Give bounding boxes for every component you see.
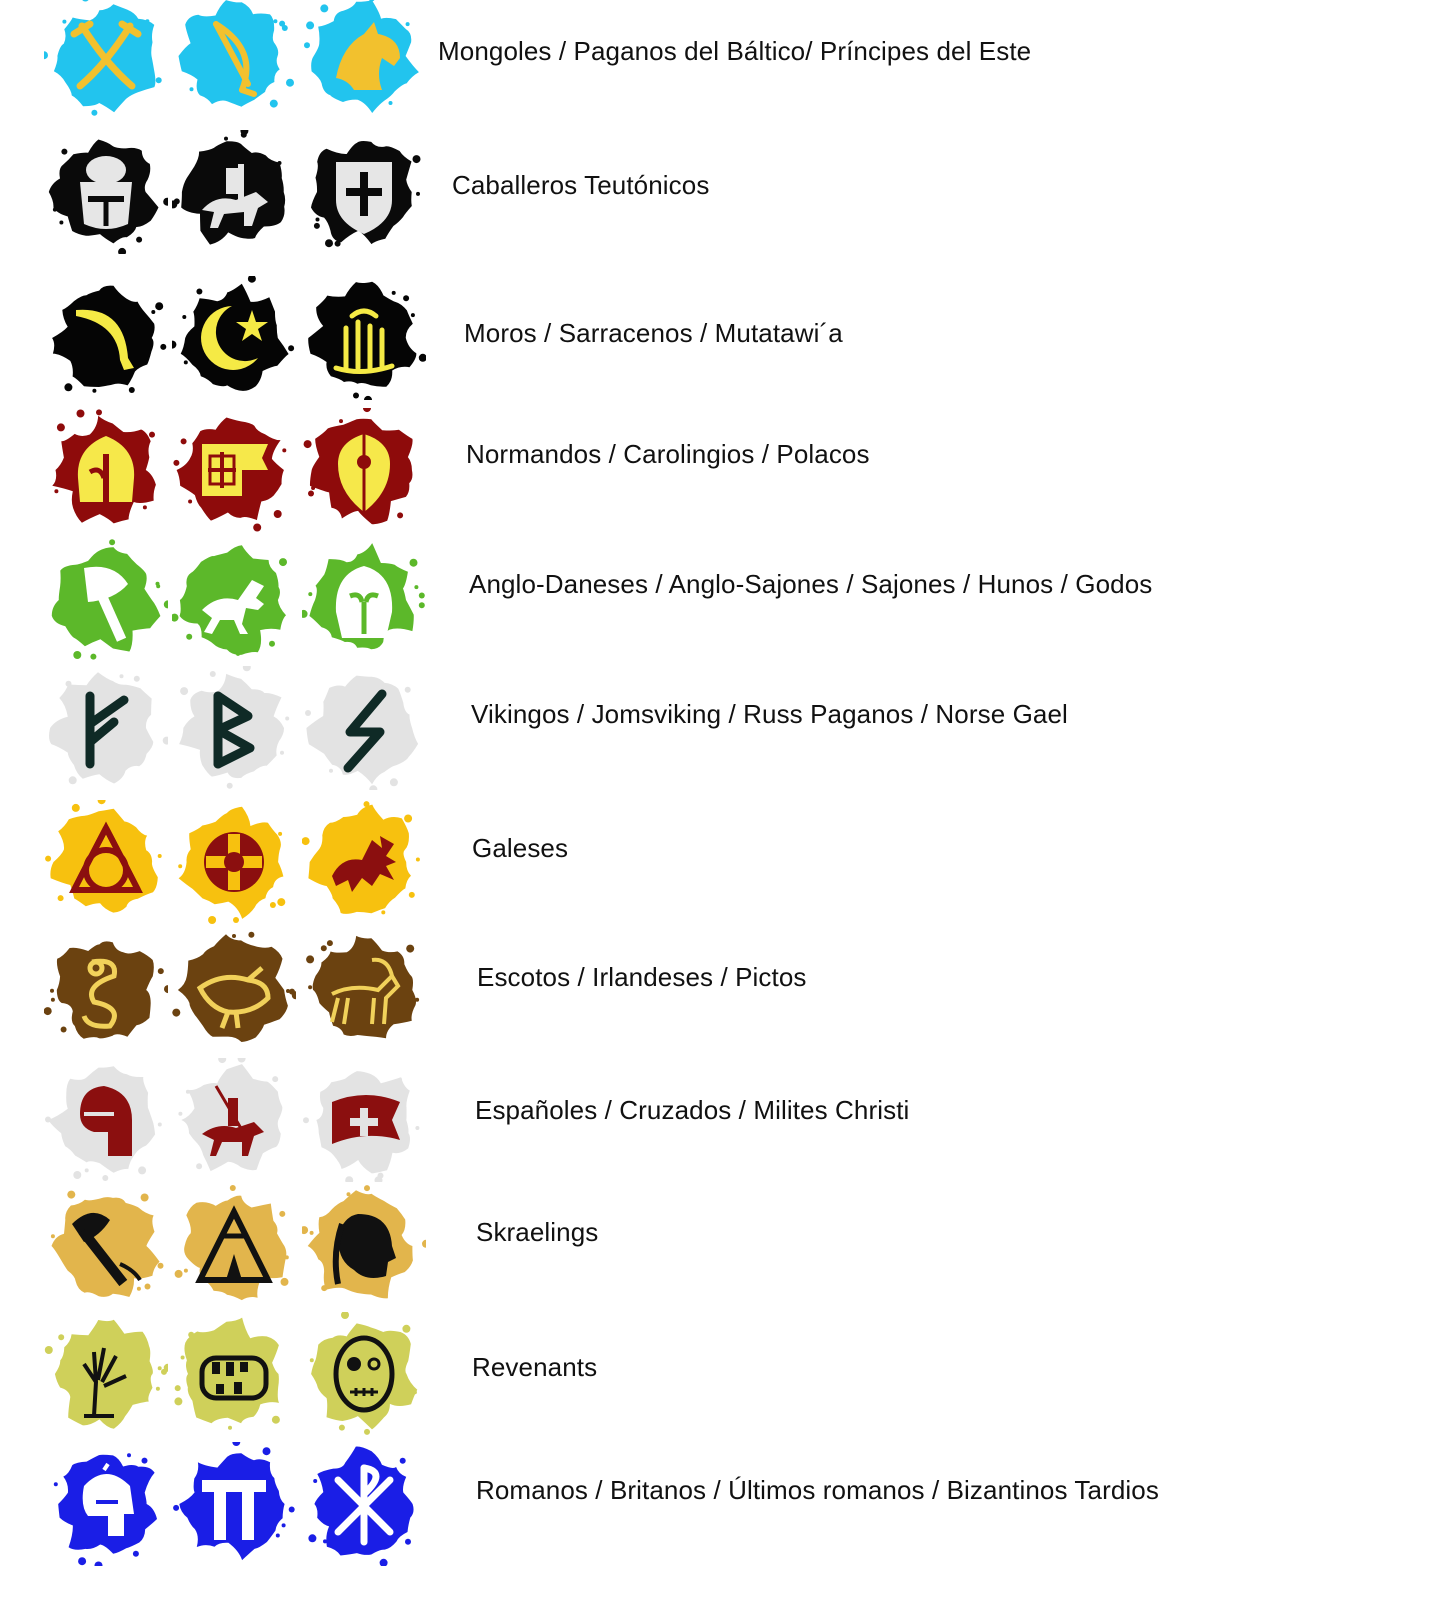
faction-label: Romanos / Britanos / Últimos romanos / Bizantinos Tardios xyxy=(476,1475,1159,1505)
teepee-icon xyxy=(172,1184,296,1308)
faction-label: Moros / Sarracenos / Mutatawi´a xyxy=(464,318,843,348)
serpent-icon xyxy=(44,928,168,1052)
faction-row xyxy=(0,0,1436,114)
chi-rho-icon xyxy=(302,1442,426,1566)
faction-row xyxy=(0,800,1436,920)
pi-symbol-icon xyxy=(172,1442,296,1566)
zombie-face-icon xyxy=(302,1312,426,1436)
faction-label: Skraelings xyxy=(476,1217,599,1247)
celtic-bird-icon xyxy=(172,928,296,1052)
faction-label: Caballeros Teutónicos xyxy=(452,170,710,200)
arabic-calligraphy-icon xyxy=(302,276,426,400)
faction-label: Normandos / Carolingios / Polacos xyxy=(466,439,870,469)
crescent-star-icon xyxy=(172,276,296,400)
faction-row xyxy=(0,408,1436,528)
faction-row xyxy=(0,1058,1436,1178)
crossed-swords-icon xyxy=(44,0,168,118)
scimitar-icon xyxy=(44,276,168,400)
crusader-helmet-icon xyxy=(44,1058,168,1182)
faction-row xyxy=(0,1184,1436,1304)
faction-label: Revenants xyxy=(472,1352,598,1382)
bow-icon xyxy=(172,0,296,118)
cross-shield-icon xyxy=(302,130,426,254)
zombie-hand-icon xyxy=(44,1312,168,1436)
rune-fehu-icon xyxy=(44,666,168,790)
axe-icon xyxy=(44,538,168,662)
rune-sowilo-icon xyxy=(302,666,426,790)
spangenhelm-icon xyxy=(302,538,426,662)
faction-label: Vikingos / Jomsviking / Russ Paganos / Norse Gael xyxy=(471,699,1068,729)
faction-row xyxy=(0,928,1436,1048)
faction-row xyxy=(0,276,1436,396)
faction-label: Mongoles / Paganos del Báltico/ Príncipes del Este xyxy=(438,36,1032,66)
tomahawk-icon xyxy=(44,1184,168,1308)
mounted-knight-icon xyxy=(172,130,296,254)
triquetra-icon xyxy=(44,800,168,924)
faction-label: Galeses xyxy=(472,833,569,863)
white-horse-icon xyxy=(172,538,296,662)
pictish-beast-icon xyxy=(302,928,426,1052)
banner-icon xyxy=(172,408,296,532)
cross-flag-icon xyxy=(302,1058,426,1182)
horse-head-icon xyxy=(302,0,426,118)
faction-row xyxy=(0,1312,1436,1432)
faction-row xyxy=(0,130,1436,250)
celtic-cross-icon xyxy=(172,800,296,924)
rune-berkano-icon xyxy=(172,666,296,790)
great-helm-icon xyxy=(44,130,168,254)
faction-row xyxy=(0,1442,1436,1562)
welsh-dragon-icon xyxy=(302,800,426,924)
native-head-icon xyxy=(302,1184,426,1308)
faction-label: Españoles / Cruzados / Milites Christi xyxy=(475,1095,910,1125)
kite-shield-icon xyxy=(302,408,426,532)
roman-helmet-icon xyxy=(44,1442,168,1566)
horseman-icon xyxy=(172,1058,296,1182)
faction-label: Escotos / Irlandeses / Pictos xyxy=(477,962,807,992)
faction-row xyxy=(0,666,1436,786)
faction-row xyxy=(0,538,1436,658)
norman-helmet-icon xyxy=(44,408,168,532)
faction-label: Anglo-Daneses / Anglo-Sajones / Sajones / Hunos / Godos xyxy=(469,569,1153,599)
rotten-teeth-icon xyxy=(172,1312,296,1436)
